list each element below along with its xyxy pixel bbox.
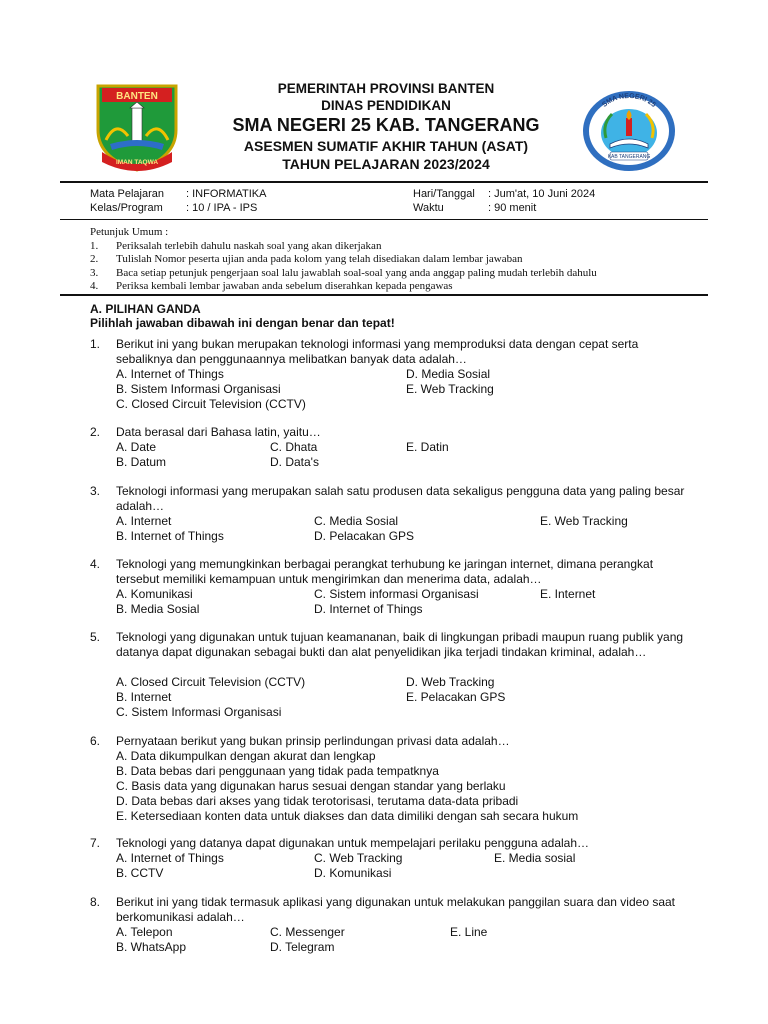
answer-option: B. Data bebas dari penggunaan yang tidak pada tempatknya	[116, 764, 439, 778]
instruction-number: 4.	[90, 279, 99, 292]
day-value: : Jum'at, 10 Juni 2024	[488, 188, 596, 200]
instruction-number: 2.	[90, 253, 99, 266]
answer-option: D. Web Tracking	[406, 675, 495, 689]
question-text: Berikut ini yang tidak termasuk aplikasi yang digunakan untuk melakukan panggilan suara dan video saat berkomunikasi adalah…	[116, 895, 676, 924]
question-text: Teknologi informasi yang merupakan salah satu produsen data sekaligus pengguna data yang paling besar adalah…	[116, 484, 685, 513]
instructions-divider	[60, 294, 708, 296]
instruction-text: Baca setiap petunjuk pengerjaan soal lalu jawablah soal-soal yang anda anggap paling mudah terlebih dahulu	[116, 266, 597, 279]
answer-option: E. Pelacakan GPS	[406, 690, 506, 704]
answer-option: C. Basis data yang digunakan harus sesuai dengan standar yang berlaku	[116, 779, 506, 793]
answer-option: C. Closed Circuit Television (CCTV)	[116, 397, 306, 411]
exam-info	[90, 187, 690, 215]
answer-option: B. Internet	[116, 690, 172, 704]
question-number: 5.	[90, 630, 101, 644]
question-number: 4.	[90, 557, 101, 571]
answer-option: D. Pelacakan GPS	[314, 529, 415, 543]
instruction-item	[90, 253, 710, 266]
section-subtitle: Pilihlah jawaban dibawah ini dengan benar dan tepat!	[90, 315, 395, 330]
general-instructions	[90, 226, 710, 293]
question-text: Teknologi yang digunakan untuk tujuan keamananan, baik di lingkungan pribadi maupun ruang publik yang datanya dapat digunakan sebagai bukti dan alat penyelidikan jika terjadi tindakan kriminal, adalah…	[116, 630, 684, 659]
header-province: PEMERINTAH PROVINSI BANTEN	[277, 81, 495, 96]
header-school: SMA NEGERI 25 KAB. TANGERANG	[232, 115, 540, 135]
instruction-number: 1.	[90, 240, 99, 253]
answer-option: D. Data's	[270, 455, 319, 469]
answer-option: E. Web Tracking	[406, 382, 494, 396]
answer-option: A. Telepon	[116, 925, 173, 939]
answer-option: C. Messenger	[270, 925, 345, 939]
answer-option: B. CCTV	[116, 866, 164, 880]
class-label: Kelas/Program	[90, 202, 163, 214]
question-text: Data berasal dari Bahasa latin, yaitu…	[116, 425, 321, 439]
answer-option: E. Media sosial	[494, 851, 576, 865]
time-label: Waktu	[413, 202, 444, 214]
answer-option: B. Internet of Things	[116, 529, 224, 543]
section-title: A. PILIHAN GANDA	[90, 302, 201, 316]
answer-option: B. Media Sosial	[116, 602, 200, 616]
answer-option: D. Data bebas dari akses yang tidak terotorisasi, terutama data-data pribadi	[116, 794, 519, 808]
crest-bottom-text: IMAN TAQWA	[115, 159, 159, 166]
answer-option: A. Internet	[116, 514, 172, 528]
question-number: 8.	[90, 895, 101, 909]
question-number: 7.	[90, 836, 101, 850]
instruction-text: Periksa kembali lembar jawaban anda sebelum diserahkan kepada pengawas	[116, 279, 453, 292]
answer-option: E. Datin	[406, 440, 449, 454]
question-number: 3.	[90, 484, 101, 498]
answer-option: E. Ketersediaan konten data untuk diakses dan data dimiliki dengan sah secara hukum	[116, 809, 579, 823]
instruction-text: Periksalah terlebih dahulu naskah soal yang akan dikerjakan	[116, 240, 382, 253]
header-divider	[60, 181, 708, 183]
subject-value: : INFORMATIKA	[186, 188, 267, 200]
answer-option: A. Internet of Things	[116, 851, 224, 865]
instruction-item	[90, 280, 710, 293]
question-number: 6.	[90, 734, 101, 748]
seal-bottom-text: KAB TANGERANG	[607, 154, 651, 160]
question-number: 1.	[90, 337, 101, 351]
section-header	[90, 303, 690, 330]
question-text: Pernyataan berikut yang bukan prinsip perlindungan privasi data adalah…	[116, 734, 510, 748]
header-exam: ASESMEN SUMATIF AKHIR TAHUN (ASAT)	[243, 138, 529, 154]
answer-option: A. Closed Circuit Television (CCTV)	[116, 675, 306, 689]
school-seal-icon	[580, 88, 678, 174]
day-label: Hari/Tanggal	[413, 188, 475, 200]
question-number: 2.	[90, 425, 101, 439]
answer-option: B. Sistem Informasi Organisasi	[116, 382, 281, 396]
answer-option: A. Date	[116, 440, 157, 454]
answer-option: E. Internet	[540, 587, 596, 601]
letterhead	[60, 76, 712, 176]
header-year: TAHUN PELAJARAN 2023/2024	[282, 156, 490, 172]
question-text: Teknologi yang memungkinkan berbagai perangkat terhubung ke jaringan internet, dimana perangkat tersebut memiliki kemampuan untuk mengirimkan dan menerima data, adalah…	[116, 557, 654, 586]
answer-option: C. Media Sosial	[314, 514, 399, 528]
answer-option: B. Datum	[116, 455, 167, 469]
answer-option: A. Komunikasi	[116, 587, 193, 601]
answer-option: C. Dhata	[270, 440, 318, 454]
instructions-heading: Petunjuk Umum :	[90, 226, 169, 238]
time-value: : 90 menit	[488, 202, 537, 214]
answer-option: B. WhatsApp	[116, 940, 187, 954]
banten-crest-icon	[92, 80, 182, 172]
question-text: Teknologi yang datanya dapat digunakan untuk mempelajari perilaku pengguna adalah…	[116, 836, 590, 850]
answer-option: D. Komunikasi	[314, 866, 392, 880]
answer-option: D. Internet of Things	[314, 602, 423, 616]
seal-ring-text: SMA NEGERI 25	[601, 92, 657, 109]
answer-option: C. Sistem informasi Organisasi	[314, 587, 479, 601]
crest-top-text: BANTEN	[116, 91, 158, 102]
instruction-item	[90, 267, 710, 280]
question-text: Berikut ini yang bukan merupakan teknologi informasi yang memproduksi data dengan cepat serta sebaliknya dan penggunaannya melibatkan banyak data adalah…	[116, 337, 639, 366]
subject-label: Mata Pelajaran	[90, 188, 164, 200]
instruction-text: Tulislah Nomor peserta ujian anda pada kolom yang telah disediakan dalam lembar jawaban	[116, 253, 523, 266]
answer-option: E. Web Tracking	[540, 514, 628, 528]
header-department: DINAS PENDIDIKAN	[321, 98, 451, 113]
header-titles	[200, 80, 572, 173]
meta-divider	[60, 219, 708, 220]
answer-option: E. Line	[450, 925, 488, 939]
instruction-number: 3.	[90, 266, 99, 279]
answer-option: D. Telegram	[270, 940, 335, 954]
answer-option: C. Web Tracking	[314, 851, 403, 865]
answer-option: A. Internet of Things	[116, 367, 224, 381]
answer-option: C. Sistem Informasi Organisasi	[116, 705, 282, 719]
class-value: : 10 / IPA - IPS	[186, 202, 258, 214]
instruction-item	[90, 240, 710, 253]
answer-option: D. Media Sosial	[406, 367, 491, 381]
answer-option: A. Data dikumpulkan dengan akurat dan lengkap	[116, 749, 376, 763]
